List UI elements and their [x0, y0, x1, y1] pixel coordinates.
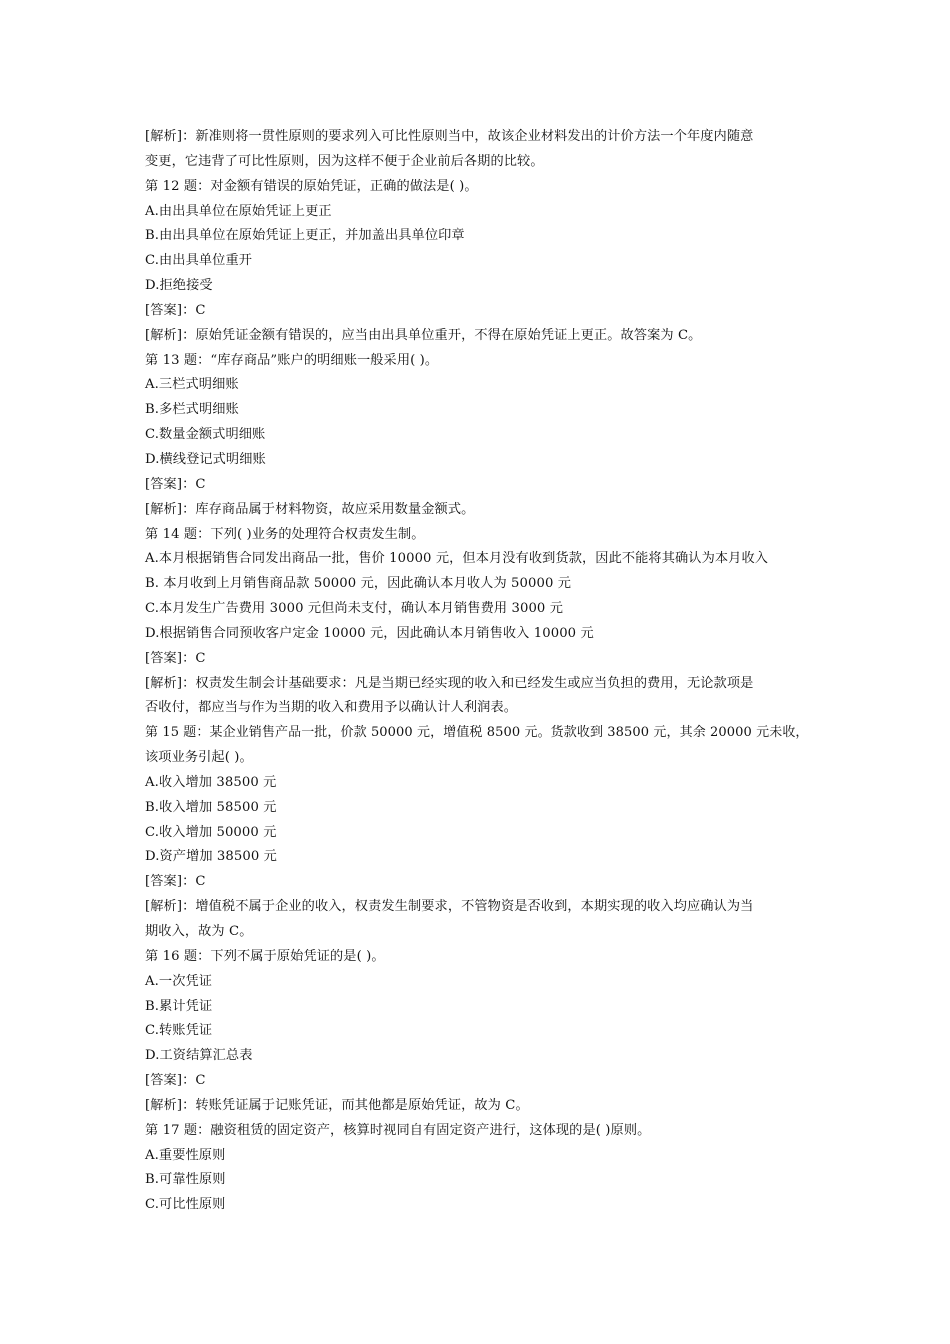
- answer-text: [答案]：C: [145, 874, 206, 890]
- question-15: 第 15 题：某企业销售产品一批，价款 50000 元，增值税 8500 元。货款收到 38500 元，其余 20000 元未收，: [145, 725, 809, 741]
- option-c: C.转账凭证: [145, 1023, 213, 1039]
- option-b: B.多栏式明细账: [145, 402, 239, 418]
- option-b: B.累计凭证: [145, 998, 213, 1014]
- option-c: C.由出具单位重开: [145, 253, 253, 269]
- option-a: A.重要性原则: [145, 1147, 226, 1163]
- analysis-text: [解析]：权责发生制会计基础要求：凡是当期已经实现的收入和已经发生或应当负担的费用，无论款项是: [145, 675, 754, 691]
- question-12: 第 12 题：对金额有错误的原始凭证，正确的做法是( )。: [145, 178, 478, 194]
- option-c: C.本月发生广告费用 3000 元但尚未支付，确认本月销售费用 3000 元: [145, 601, 563, 617]
- option-b: B.由出具单位在原始凭证上更正，并加盖出具单位印章: [145, 228, 465, 244]
- analysis-text: 变更，它违背了可比性原则，因为这样不便于企业前后各期的比较。: [145, 153, 544, 169]
- option-c: C.收入增加 50000 元: [145, 824, 277, 840]
- option-a: A.三栏式明细账: [145, 377, 239, 393]
- analysis-text: [解析]：转账凭证属于记账凭证，而其他都是原始凭证，故为 C。: [145, 1097, 529, 1113]
- option-d: D.根据销售合同预收客户定金 10000 元，因此确认本月销售收入 10000 元: [145, 625, 594, 641]
- option-a: A.收入增加 38500 元: [145, 774, 277, 790]
- option-a: A.本月根据销售合同发出商品一批，售价 10000 元，但本月没有收到货款，因此不能将其确认为本月收入: [145, 551, 769, 567]
- question-15-cont: 该项业务引起( )。: [145, 750, 253, 766]
- option-a: A.由出具单位在原始凭证上更正: [145, 203, 332, 219]
- analysis-text: [解析]：新准则将一贯性原则的要求列入可比性原则当中，故该企业材料发出的计价方法一个年度内随意: [145, 129, 754, 144]
- question-17: 第 17 题：融资租赁的固定资产，核算时视同自有固定资产进行，这体现的是( )原则。: [145, 1122, 651, 1138]
- option-d: D.工资结算汇总表: [145, 1048, 253, 1064]
- option-a: A.一次凭证: [145, 973, 213, 989]
- analysis-text: [解析]：库存商品属于材料物资，故应采用数量金额式。: [145, 501, 475, 517]
- question-14: 第 14 题：下列( )业务的处理符合权责发生制。: [145, 526, 425, 542]
- option-b: B. 本月收到上月销售商品款 50000 元，因此确认本月收人为 50000 元: [145, 576, 572, 592]
- option-d: D.拒绝接受: [145, 278, 213, 294]
- answer-text: [答案]：C: [145, 1073, 206, 1089]
- question-13: 第 13 题：“库存商品”账户的明细账一般采用( )。: [145, 352, 439, 368]
- analysis-text: [解析]：原始凭证金额有错误的，应当由出具单位重开，不得在原始凭证上更正。故答案为 C。: [145, 327, 702, 343]
- question-16: 第 16 题：下列不属于原始凭证的是( )。: [145, 948, 385, 964]
- option-d: D.横线登记式明细账: [145, 451, 266, 467]
- answer-text: [答案]：C: [145, 650, 206, 666]
- option-c: C.可比性原则: [145, 1197, 226, 1213]
- analysis-text: 期收入，故为 C。: [145, 924, 253, 939]
- option-b: B.收入增加 58500 元: [145, 799, 277, 815]
- analysis-text: [解析]：增值税不属于企业的收入，权责发生制要求，不管物资是否收到，本期实现的收入均应确认为当: [145, 899, 754, 915]
- option-c: C.数量金额式明细账: [145, 427, 266, 443]
- analysis-text: 否收付，都应当与作为当期的收入和费用予以确认计人利润表。: [145, 700, 518, 716]
- document-page: [145, 125, 810, 1218]
- option-d: D.资产增加 38500 元: [145, 849, 277, 865]
- answer-text: [答案]：C: [145, 302, 206, 318]
- option-b: B.可靠性原则: [145, 1172, 226, 1188]
- answer-text: [答案]：C: [145, 476, 206, 492]
